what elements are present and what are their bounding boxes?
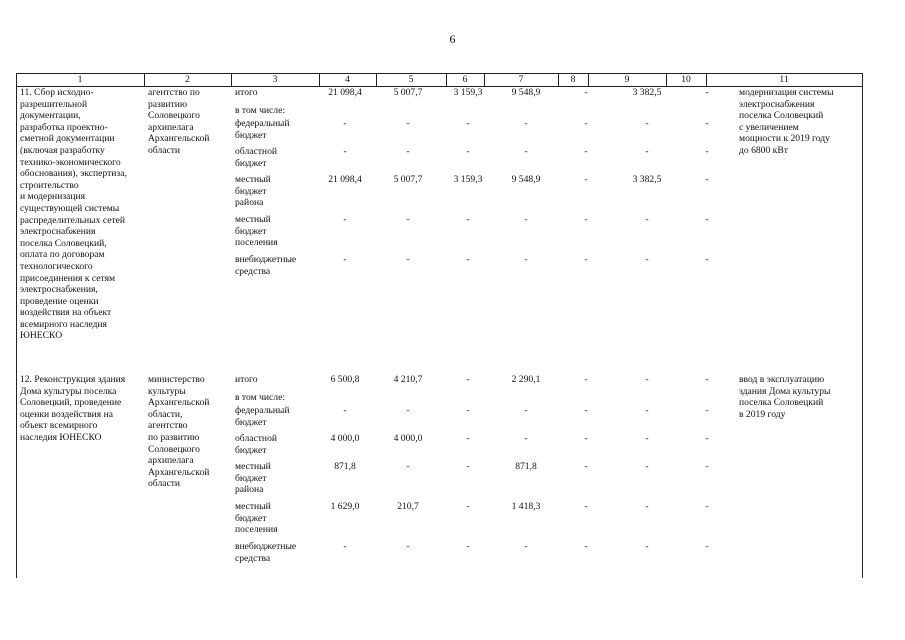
column-header-7: 7	[518, 74, 524, 85]
amount-cell: -	[406, 461, 410, 472]
amount-cell: -	[645, 118, 649, 129]
amount-cell: 3 382,5	[632, 87, 662, 98]
amount-cell: -	[645, 146, 649, 157]
amount-cell: -	[466, 146, 470, 157]
amount-cell: 1 418,3	[511, 501, 541, 512]
amount-cell: -	[343, 118, 347, 129]
responsible-executor: министерство культуры Архангельской области, агентство по развитию Соловецкого архипелага Архангельской области	[148, 374, 210, 490]
amount-cell: -	[584, 461, 588, 472]
amount-cell: -	[705, 254, 709, 265]
amount-cell: 2 290,1	[511, 374, 541, 385]
column-header-8: 8	[570, 74, 576, 85]
amount-cell: 5 007,7	[393, 174, 423, 185]
table-border	[16, 73, 17, 578]
amount-cell: 9 548,9	[511, 174, 541, 185]
amount-cell: -	[466, 405, 470, 416]
funding-source-label: внебюджетные средства	[235, 254, 297, 277]
amount-cell: -	[705, 405, 709, 416]
table-border	[862, 73, 863, 578]
amount-cell: 21 098,4	[328, 174, 362, 185]
amount-cell: -	[645, 405, 649, 416]
expected-result: ввод в эксплуатацию здания Дома культуры поселка Соловецкий в 2019 году	[739, 374, 831, 420]
funding-source-label: местный бюджет района	[235, 461, 271, 496]
amount-cell: -	[466, 214, 470, 225]
column-header-11: 11	[779, 74, 789, 85]
amount-cell: -	[584, 87, 588, 98]
amount-cell: 6 500,8	[330, 374, 360, 385]
amount-cell: -	[705, 541, 709, 552]
amount-cell: -	[343, 405, 347, 416]
amount-cell: 3 382,5	[632, 174, 662, 185]
amount-cell: -	[645, 254, 649, 265]
amount-cell: -	[343, 146, 347, 157]
amount-cell: -	[343, 254, 347, 265]
amount-cell: -	[645, 374, 649, 385]
column-header-6: 6	[462, 74, 468, 85]
amount-cell: -	[466, 433, 470, 444]
funding-source-label: в том числе:	[235, 105, 286, 116]
funding-source-label: местный бюджет района	[235, 174, 271, 209]
amount-cell: -	[705, 461, 709, 472]
amount-cell: -	[466, 118, 470, 129]
amount-cell: 4 000,0	[393, 433, 423, 444]
amount-cell: -	[705, 501, 709, 512]
amount-cell: 5 007,7	[393, 87, 423, 98]
amount-cell: -	[584, 174, 588, 185]
amount-cell: -	[705, 433, 709, 444]
column-header-2: 2	[185, 74, 190, 85]
amount-cell: -	[524, 405, 528, 416]
amount-cell: -	[645, 501, 649, 512]
amount-cell: -	[524, 433, 528, 444]
amount-cell: -	[524, 118, 528, 129]
amount-cell: -	[524, 541, 528, 552]
amount-cell: 3 159,3	[453, 174, 483, 185]
column-header-1: 1	[77, 74, 83, 85]
amount-cell: -	[584, 501, 588, 512]
amount-cell: 4 000,0	[330, 433, 360, 444]
amount-cell: -	[406, 254, 410, 265]
funding-source-label: федеральный бюджет	[235, 405, 290, 428]
amount-cell: -	[406, 214, 410, 225]
amount-cell: -	[645, 433, 649, 444]
amount-cell: -	[466, 374, 470, 385]
amount-cell: -	[584, 433, 588, 444]
amount-cell: -	[584, 254, 588, 265]
amount-cell: -	[584, 541, 588, 552]
amount-cell: -	[705, 146, 709, 157]
amount-cell: 9 548,9	[511, 87, 541, 98]
amount-cell: -	[645, 541, 649, 552]
amount-cell: 4 210,7	[393, 374, 423, 385]
event-name: 11. Сбор исходно- разрешительной документации, разработка проектно- сметной документации (включая разработку технико-экономического обоснования), экспертиза, строительство и модернизация существующей системы распределительных сетей электроснабжения поселка Соловецкий, оплата по договорам технологического присоединения к сетям электроснабжения, проведение оценки воздействия на объект всемирного наследия ЮНЕСКО	[20, 87, 127, 342]
amount-cell: -	[584, 118, 588, 129]
amount-cell: -	[343, 214, 347, 225]
amount-cell: 3 159,3	[453, 87, 483, 98]
amount-cell: 21 098,4	[328, 87, 362, 98]
amount-cell: 871,8	[515, 461, 537, 472]
amount-cell: -	[466, 461, 470, 472]
amount-cell: -	[406, 405, 410, 416]
funding-source-label: итого	[235, 374, 258, 385]
amount-cell: 871,8	[334, 461, 356, 472]
column-header-3: 3	[272, 74, 278, 85]
funding-source-label: областной бюджет	[235, 433, 278, 456]
amount-cell: -	[524, 214, 528, 225]
funding-source-label: федеральный бюджет	[235, 118, 290, 141]
amount-cell: -	[584, 146, 588, 157]
amount-cell: -	[584, 405, 588, 416]
funding-source-label: областной бюджет	[235, 146, 278, 169]
amount-cell: -	[705, 118, 709, 129]
amount-cell: -	[705, 374, 709, 385]
funding-source-label: местный бюджет поселения	[235, 501, 278, 536]
amount-cell: -	[466, 501, 470, 512]
funding-source-label: внебюджетные средства	[235, 541, 297, 564]
amount-cell: -	[705, 214, 709, 225]
amount-cell: -	[645, 461, 649, 472]
page-number: 6	[449, 32, 456, 46]
amount-cell: -	[645, 214, 649, 225]
expected-result: модернизация системы электроснабжения поселка Соловецкий с увеличением мощности к 2019 году до 6800 кВт	[739, 87, 834, 156]
amount-cell: -	[705, 174, 709, 185]
amount-cell: -	[584, 374, 588, 385]
column-header-5: 5	[408, 74, 414, 85]
amount-cell: -	[524, 254, 528, 265]
amount-cell: 210,7	[397, 501, 419, 512]
amount-cell: -	[466, 541, 470, 552]
amount-cell: -	[584, 214, 588, 225]
funding-source-label: местный бюджет поселения	[235, 214, 278, 249]
amount-cell: -	[406, 146, 410, 157]
funding-source-label: в том числе:	[235, 392, 286, 403]
column-header-10: 10	[681, 74, 691, 85]
amount-cell: -	[524, 146, 528, 157]
amount-cell: -	[406, 118, 410, 129]
funding-source-label: итого	[235, 87, 258, 98]
amount-cell: 1 629,0	[330, 501, 360, 512]
amount-cell: -	[406, 541, 410, 552]
event-name: 12. Реконструкция здания Дома культуры поселка Соловецкий, проведение оценки воздействия на объект всемирного наследия ЮНЕСКО	[20, 374, 126, 443]
column-header-4: 4	[345, 74, 350, 85]
budget-table	[16, 73, 862, 578]
amount-cell: -	[343, 541, 347, 552]
amount-cell: -	[705, 87, 709, 98]
amount-cell: -	[466, 254, 470, 265]
column-header-9: 9	[624, 74, 630, 85]
responsible-executor: агентство по развитию Соловецкого архипелага Архангельской области	[148, 87, 210, 156]
